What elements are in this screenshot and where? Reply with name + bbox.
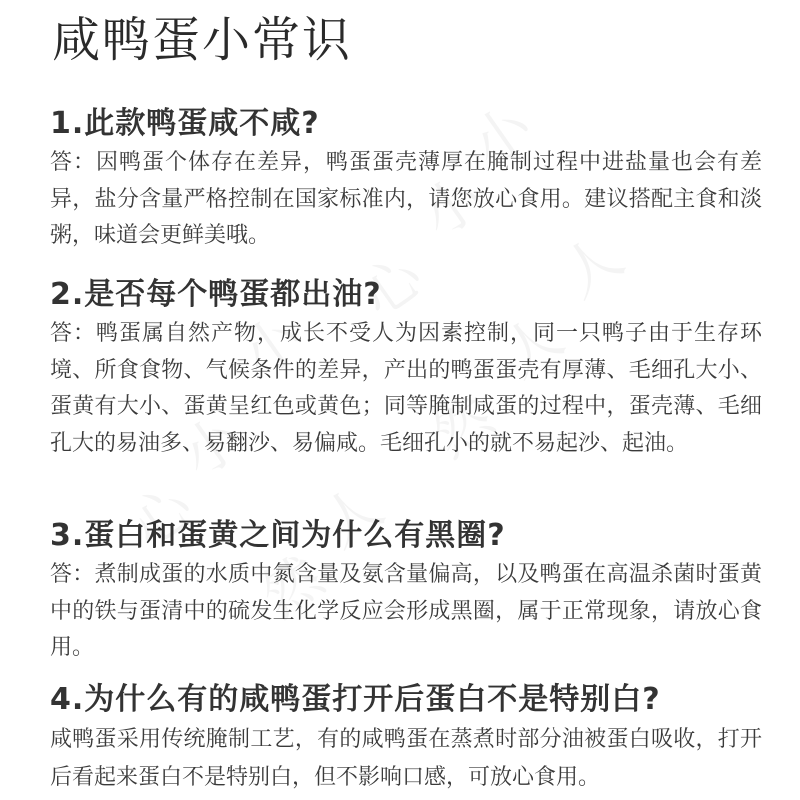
faq-item-1 bbox=[50, 105, 762, 255]
faq-question: 2.是否每个鸭蛋都出油? bbox=[50, 277, 382, 312]
faq-item-4 bbox=[50, 681, 762, 797]
faq-question: 1.此款鸭蛋咸不咸? bbox=[50, 106, 320, 141]
faq-question: 3.蛋白和蛋黄之间为什么有黑圈? bbox=[50, 518, 506, 553]
faq-answer: 答：煮制成蛋的水质中氮含量及氨含量偏高，以及鸭蛋在高温杀菌时蛋黄中的铁与蛋清中的硫发生化学反应会形成黑圈，属于正常现象，请放心食用。 bbox=[50, 562, 762, 660]
faq-item-3 bbox=[50, 517, 762, 667]
faq-question: 4.为什么有的咸鸭蛋打开后蛋白不是特别白? bbox=[50, 682, 661, 717]
faq-answer: 答：鸭蛋属自然产物，成长不受人为因素控制，同一只鸭子由于生存环境、所食食物、气候条件的差异，产出的鸭蛋蛋壳有厚薄、毛细孔大小、蛋黄有大小、蛋黄呈红色或黄色；同等腌制咸蛋的过程中，蛋壳薄、毛细孔大的易油多、易翻沙、易偏咸。毛细孔小的就不易起沙、起油。 bbox=[50, 321, 762, 456]
faq-answer: 答：因鸭蛋个体存在差异，鸭蛋蛋壳薄厚在腌制过程中进盐量也会有差异，盐分含量严格控制在国家标准内，请您放心食用。建议搭配主食和淡粥，味道会更鲜美哦。 bbox=[50, 150, 762, 248]
faq-item-2 bbox=[50, 276, 762, 462]
faq-answer: 咸鸭蛋采用传统腌制工艺，有的咸鸭蛋在蒸煮时部分油被蛋白吸收，打开后看起来蛋白不是特别白，但不影响口感，可放心食用。 bbox=[50, 727, 762, 790]
page-title: 咸鸭蛋小常识 bbox=[52, 12, 353, 68]
